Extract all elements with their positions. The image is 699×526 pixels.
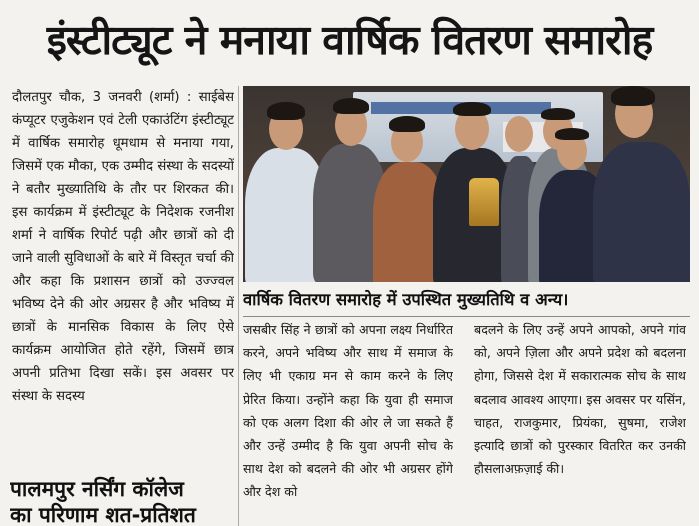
article-left-column bbox=[12, 86, 234, 476]
middle-column-text: जसबीर सिंह ने छात्रों को अपना लक्ष्य निर्धारित करने, अपने भविष्य और साथ में समाज के लिए भी एकाग्र मन से काम करने के लिए प्रेरित किया। उन्होंने कहा कि युवा ही समाज को एक अलग दिशा की ओर ले जा सकते हैं और उन्हें उम्मीद है कि युवा अपनी सोच के साथ देश को बदलने की ओर भी अग्रसर होंगे और देश को bbox=[243, 322, 453, 500]
caption-rule bbox=[243, 316, 690, 317]
next-story-headline-line1: पालमपुर नर्सिंग कॉलेज bbox=[10, 477, 184, 501]
trophy-award bbox=[469, 178, 499, 226]
left-column-text: दौलतपुर चौक, 3 जनवरी (शर्मा) : साईबेस कंप्यूटर एजुकेशन एवं टेली एकाउंटिंग इंस्टीट्यूट में वार्षिक समारोह धूमधाम से मनाया गया, जिसमें एक मौका, एक उम्मीद संस्था के सदस्यों ने बतौर मुख्यातिथि के तौर पर शिरकत की। इस कार्यक्रम में इंस्टीट्यूट के निदेशक रजनीश शर्मा ने वार्षिक रिपोर्ट पढ़ी और छात्रों को दी जाने वाली सुविधाओं के बारे में विस्तृत चर्चा की और कहा कि प्रशासन छात्रों को उज्ज्वल भविष्य देने की ओर अग्रसर है और भविष्य में छात्रों के मानसिक विकास के लिए ऐसे कार्यक्रम आयोजित होते रहेंगे, जिसमें छात्र अपनी प्रतिभा दिखा सकें। इस अवसर पर संस्था के सदस्य bbox=[12, 90, 234, 404]
article-headline: इंस्टीट्यूट ने मनाया वार्षिक वितरण समारोह bbox=[46, 16, 653, 64]
right-column-text: बदलने के लिए उन्हें अपने आपको, अपने गांव को, अपने ज़िला और अपने प्रदेश को बदलना होगा, जिससे देश में सकारात्मक सोच के साथ बदलाव आवश्य आएगा। इस अवसर पर यसिंन, चाहत, राजकुमार, प्रियंका, सुषमा, राजेश इत्यादि छात्रों को पुरस्कार वितरित कर उनकी हौसलाअफ़ज़ाई की। bbox=[474, 322, 686, 477]
article-right-column bbox=[474, 318, 686, 518]
event-photo bbox=[243, 86, 690, 282]
next-story-headline bbox=[10, 476, 238, 526]
photo-caption: वार्षिक वितरण समारोह में उपस्थित मुख्यतिथि व अन्य। bbox=[243, 290, 569, 309]
column-divider bbox=[238, 86, 239, 526]
next-story-headline-line2: का परिणाम शत-प्रतिशत bbox=[10, 503, 196, 526]
article-middle-column bbox=[243, 318, 453, 518]
